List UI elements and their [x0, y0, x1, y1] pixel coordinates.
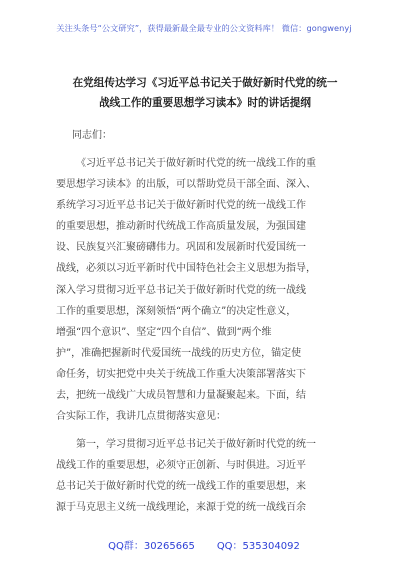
paragraph-line: 第一，学习贯彻习近平总书记关于做好新时代党的统一: [76, 439, 316, 450]
paragraph-line: 系统学习习近平总书记关于做好新时代党的统一战线工作: [56, 200, 306, 212]
body-paragraph: [56, 153, 356, 427]
paragraph-line: 设、民族复兴汇聚磅礴伟力。巩固和发展新时代爱国统一: [56, 242, 306, 254]
footer-qq-number: QQ：535304092: [216, 541, 300, 552]
paragraph-line: 的重要思想，推动新时代统战工作高质量发展，为强国建: [56, 221, 306, 233]
paragraph-line: 战线工作的重要思想，必须守正创新、与时俱进。习近平: [56, 460, 306, 472]
salutation: 同志们：: [72, 130, 112, 141]
document-title: [52, 73, 358, 113]
footer-contact: [0, 537, 408, 552]
paragraph-line: 增强“四个意识”、坚定“四个自信”、做到“两个维: [56, 326, 272, 338]
body-paragraph: [56, 434, 356, 518]
paragraph-line: 去，把统一战线广大成员智慧和力量凝聚起来。下面，结: [56, 390, 306, 402]
paragraph-line: 《习近平总书记关于做好新时代党的统一战线工作的重: [76, 158, 316, 169]
paragraph-line: 护”，准确把握新时代爱国统一战线的历史方位，锚定使: [56, 347, 302, 359]
document-title-line: 战线工作的重要思想学习读本》时的讲话提纲: [99, 97, 311, 109]
paragraph-line: 合实际工作，我讲几点贯彻落实意见：: [56, 411, 226, 423]
paragraph-line: 总书记关于做好新时代党的统一战线工作的重要思想，来: [56, 481, 306, 493]
paragraph-line: 要思想学习读本》的出版，可以帮助党员干部全面、深入、: [56, 179, 316, 191]
paragraph-line: 源于马克思主义统一战线理论，来源于党的统一战线百余: [56, 502, 306, 514]
footer-qq-group: QQ群：30265665: [108, 541, 195, 552]
document-title-line: 在党组传达学习《习近平总书记关于做好新时代党的统一: [72, 77, 338, 89]
paragraph-line: 命任务，切实把党中央关于统战工作重大决策部署落实下: [56, 368, 306, 380]
header-promo-note: 关注头条号“公文研究”，获得最新最全最专业的公文资料库！ 微信：gongwenyj: [56, 23, 352, 33]
paragraph-line: 深入学习贯彻习近平总书记关于做好新时代党的统一战线: [56, 284, 306, 296]
paragraph-line: 战线，必须以习近平新时代中国特色社会主义思想为指导，: [56, 263, 316, 275]
paragraph-line: 工作的重要思想，深刻领悟“两个确立”的决定性意义，: [56, 305, 297, 317]
